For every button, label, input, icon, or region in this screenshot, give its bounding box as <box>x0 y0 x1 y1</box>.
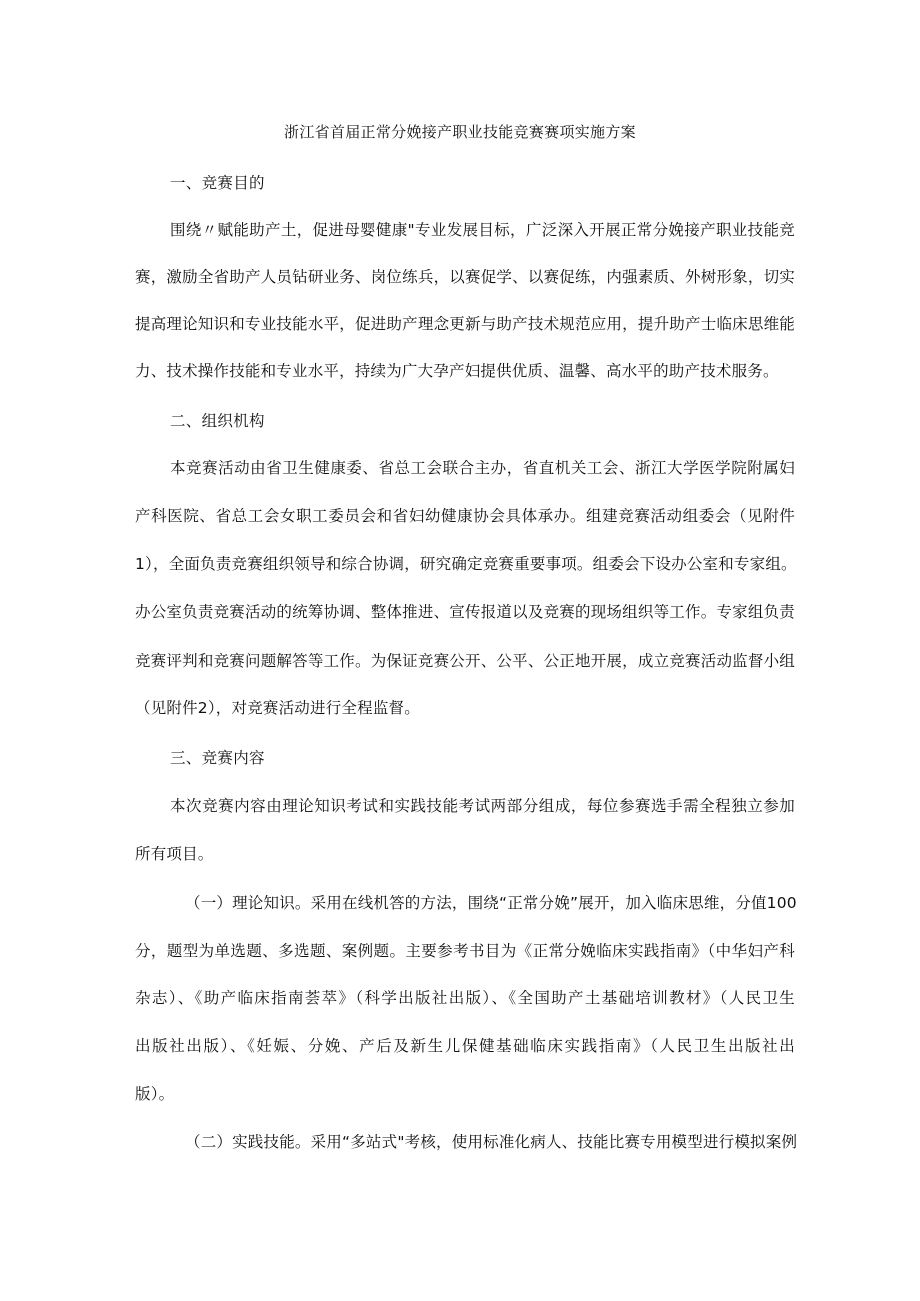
paragraph-line: 竞赛评判和竞赛问题解答等工作。为保证竞赛公开、公平、公正地开展，成立竞赛活动监督小组 <box>135 652 795 670</box>
section-heading-content: 三、竞赛内容 <box>170 749 265 767</box>
section-heading-organization: 二、组织机构 <box>170 412 265 430</box>
document-title: 浙江省首届正常分娩接产职业技能竞赛赛项实施方案 <box>284 123 636 141</box>
paragraph-line: 版）。 <box>135 1085 175 1103</box>
paragraph-line: 1），全面负责竞赛组织领导和综合协调，研究确定竞赛重要事项。组委会下设办公室和专家组。 <box>135 555 797 573</box>
paragraph-line: 所有项目。 <box>135 845 214 863</box>
paragraph-line: 办公室负责竞赛活动的统筹协调、整体推进、宣传报道以及竞赛的现场组织等工作。专家组负责 <box>135 603 795 621</box>
paragraph-line: 出版社出版）、《妊娠、分娩、产后及新生儿保健基础临床实践指南》（人民卫生出版社出 <box>135 1037 795 1055</box>
paragraph-line: 本次竞赛内容由理论知识考试和实践技能考试两部分组成，每位参赛选手需全程独立参加 <box>170 797 795 815</box>
paragraph-line: 围绕〃赋能助产土，促进母婴健康"专业发展目标，广泛深入开展正常分娩接产职业技能竞 <box>170 221 795 239</box>
paragraph-line: 赛，激励全省助产人员钻研业务、岗位练兵，以赛促学、以赛促练，内强素质、外树形象，切实 <box>135 268 795 286</box>
paragraph-line: （一）理论知识。采用在线机答的方法，围绕“正常分娩”展开，加入临床思维，分值100 <box>185 894 797 912</box>
paragraph-line: （见附件2），对竞赛活动进行全程监督。 <box>135 699 420 717</box>
paragraph-line: 本竞赛活动由省卫生健康委、省总工会联合主办，省直机关工会、浙江大学医学院附属妇 <box>170 459 795 477</box>
paragraph-line: 提高理论知识和专业技能水平，促进助产理念更新与助产技术规范应用，提升助产士临床思维能 <box>135 315 795 333</box>
paragraph-line: 分，题型为单选题、多选题、案例题。主要参考书目为《正常分娩临床实践指南》（中华妇产科 <box>135 942 795 960</box>
paragraph-line: 产科医院、省总工会女职工委员会和省妇幼健康协会具体承办。组建竞赛活动组委会（见附件 <box>135 507 795 525</box>
paragraph-line: （二）实践技能。采用“多站式"考核，使用标准化病人、技能比赛专用模型进行模拟案例 <box>185 1133 798 1151</box>
paragraph-line: 杂志）、《助产临床指南荟萃》（科学出版社出版）、《全国助产土基础培训教材》（人民卫生 <box>135 989 795 1007</box>
paragraph-line: 力、技术操作技能和专业水平，持续为广大孕产妇提供优质、温馨、高水平的助产技术服务。 <box>135 362 779 380</box>
section-heading-purpose: 一、竞赛目的 <box>170 174 265 192</box>
